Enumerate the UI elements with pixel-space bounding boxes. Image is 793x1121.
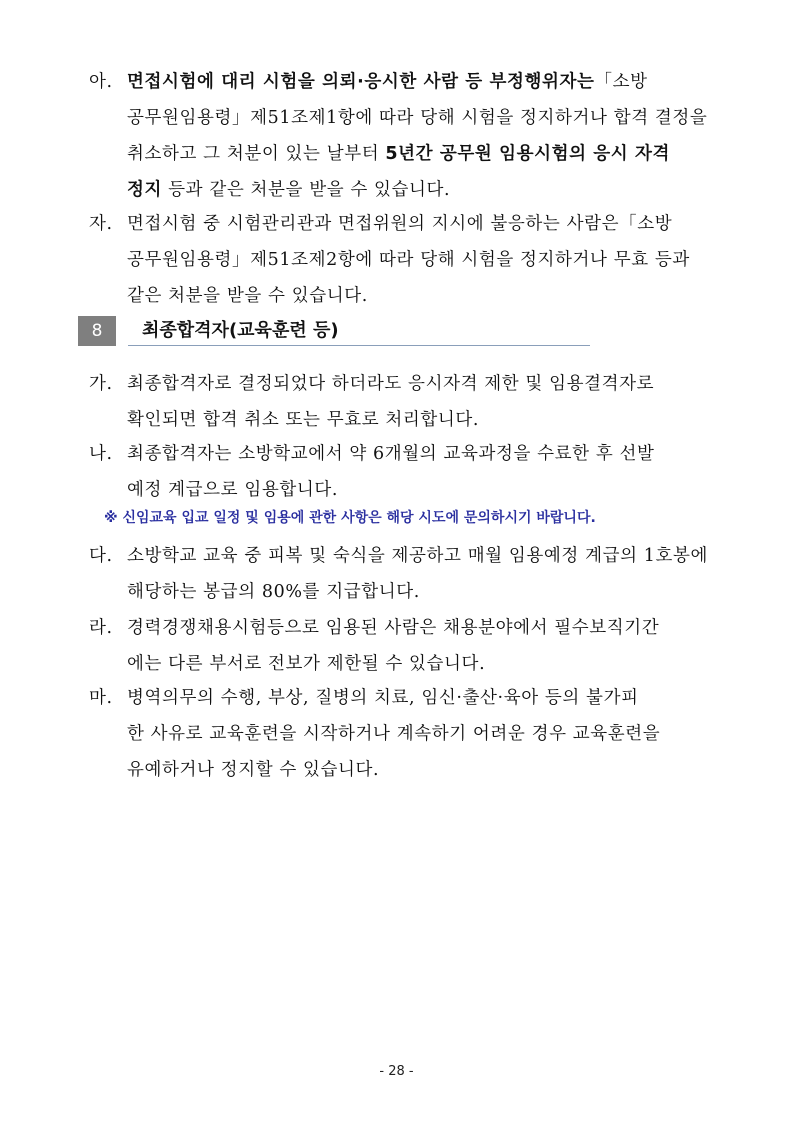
paragraph-line <box>89 100 721 136</box>
paragraph-line <box>89 136 721 172</box>
list-marker: 나. <box>89 444 113 464</box>
text-run: 병역의무의 수행, 부상, 질병의 치료, 임신·출산·육아 등의 불가피 <box>127 688 639 708</box>
paragraph-line <box>89 680 721 716</box>
text-run: 「소방 <box>594 72 648 92</box>
paragraph <box>89 366 721 438</box>
section-underline <box>128 345 590 346</box>
text-run: 공무원임용령」제51조제2항에 따라 당해 시험을 정지하거나 무효 등과 <box>127 250 690 270</box>
text-run: 같은 처분을 받을 수 있습니다. <box>127 286 368 306</box>
section-number: 8 <box>78 316 116 346</box>
bold-text: 면접시험에 대리 시험을 의뢰·응시한 사람 등 부정행위자는 <box>127 72 595 92</box>
section-header <box>78 316 590 346</box>
text-run: 경력경쟁채용시험등으로 임용된 사람은 채용분야에서 필수보직기간 <box>127 618 660 638</box>
text-run: 유예하거나 정지할 수 있습니다. <box>127 760 380 780</box>
paragraph-line <box>89 366 721 402</box>
text-run: 한 사유로 교육훈련을 시작하거나 계속하기 어려운 경우 교육훈련을 <box>127 724 661 744</box>
text-run: 해당하는 봉급의 80%를 지급합니다. <box>127 582 420 602</box>
paragraph-line <box>89 574 721 610</box>
paragraph-line <box>89 538 721 574</box>
list-marker: 마. <box>89 688 113 708</box>
paragraph-line <box>89 172 721 208</box>
text-run: 에는 다른 부서로 전보가 제한될 수 있습니다. <box>127 654 486 674</box>
text-run: 최종합격자로 결정되었다 하더라도 응시자격 제한 및 임용결격자로 <box>127 374 655 394</box>
bold-text: 정지 <box>127 180 163 200</box>
paragraph <box>89 610 721 682</box>
paragraph-line <box>89 242 721 278</box>
list-marker: 다. <box>89 546 113 566</box>
list-marker: 자. <box>89 214 113 234</box>
paragraph-line <box>89 64 721 100</box>
list-marker: 라. <box>89 618 113 638</box>
paragraph-line <box>89 716 721 752</box>
page-number: - 28 - <box>379 1064 414 1079</box>
text-run: 면접시험 중 시험관리관과 면접위원의 지시에 불응하는 사람은「소방 <box>127 214 673 234</box>
text-run: 확인되면 합격 취소 또는 무효로 처리합니다. <box>127 410 480 430</box>
notice-text: ※ 신임교육 입교 일정 및 임용에 관한 사항은 해당 시도에 문의하시기 바랍니다. <box>104 510 596 526</box>
list-marker: 아. <box>89 72 113 92</box>
paragraph-line <box>89 472 721 508</box>
list-marker: 가. <box>89 374 113 394</box>
text-run: 취소하고 그 처분이 있는 날부터 <box>127 144 386 164</box>
paragraph <box>89 64 721 208</box>
paragraph-line <box>89 278 721 314</box>
bold-text: 5년간 공무원 임용시험의 응시 자격 <box>385 144 671 164</box>
section-title: 최종합격자(교육훈련 등) <box>142 320 339 341</box>
paragraph <box>89 436 721 508</box>
text-run: 예정 계급으로 임용합니다. <box>127 480 339 500</box>
paragraph <box>89 206 721 314</box>
paragraph-line <box>89 206 721 242</box>
text-run: 최종합격자는 소방학교에서 약 6개월의 교육과정을 수료한 후 선발 <box>127 444 655 464</box>
paragraph-line <box>89 646 721 682</box>
text-run: 공무원임용령」제51조제1항에 따라 당해 시험을 정지하거나 합격 결정을 <box>127 108 708 128</box>
paragraph-line <box>89 402 721 438</box>
text-run: 소방학교 교육 중 피복 및 숙식을 제공하고 매월 임용예정 계급의 1호봉에 <box>127 546 709 566</box>
paragraph <box>89 680 721 788</box>
paragraph-line <box>89 610 721 646</box>
paragraph <box>89 538 721 610</box>
text-run: 등과 같은 처분을 받을 수 있습니다. <box>162 180 451 200</box>
paragraph-line <box>89 752 721 788</box>
paragraph-line <box>89 436 721 472</box>
